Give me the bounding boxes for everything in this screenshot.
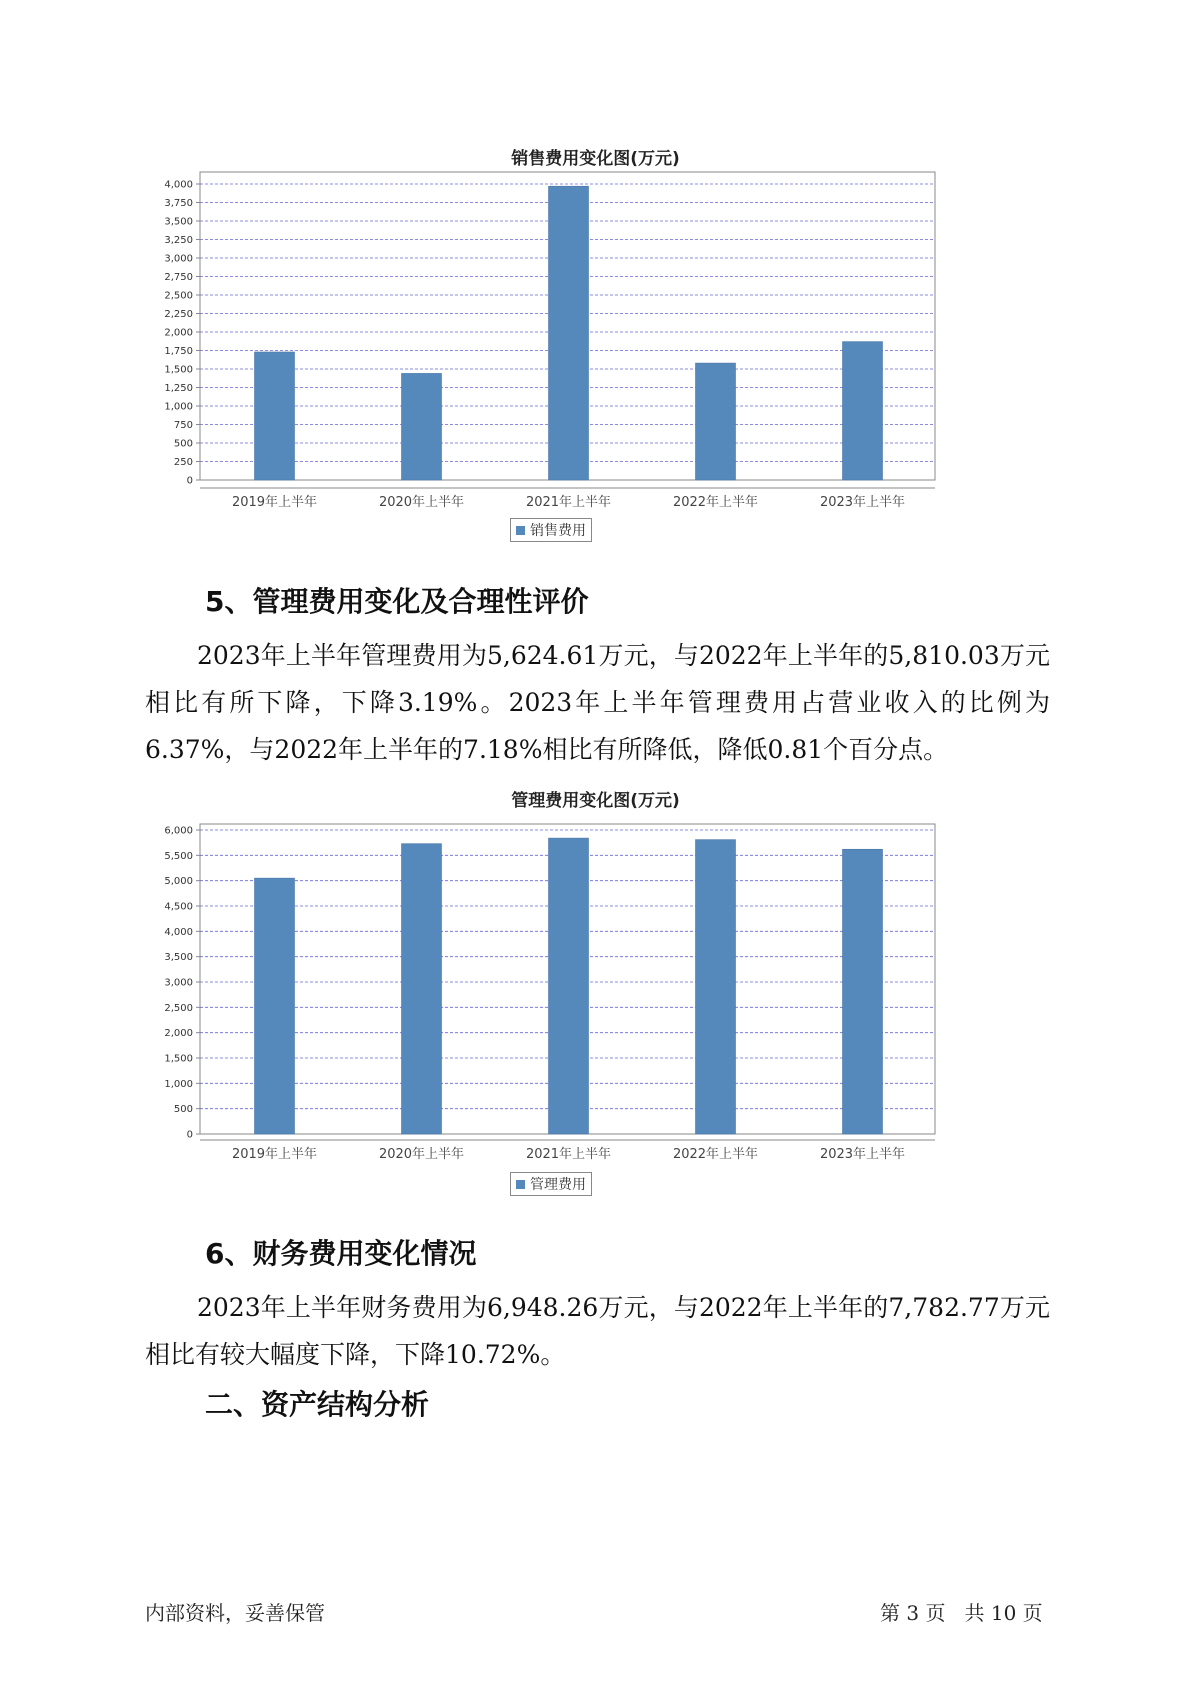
y-tick-label: 1,000 — [164, 401, 193, 413]
y-tick-label: 2,250 — [164, 309, 193, 320]
y-tick-label: 0 — [186, 1129, 193, 1141]
y-tick-label: 6,000 — [164, 825, 193, 837]
sales-chart-title: 销售费用变化图(万元) — [511, 149, 680, 169]
y-tick-label: 500 — [173, 1104, 193, 1116]
x-category-label: 2021年上半年 — [525, 1147, 612, 1162]
y-tick-label: 1,750 — [164, 346, 193, 357]
y-tick-label: 3,500 — [164, 952, 193, 964]
y-tick-label: 4,000 — [164, 179, 193, 191]
y-tick-label: 3,500 — [164, 216, 193, 228]
y-tick-label: 2,000 — [164, 327, 193, 339]
bar — [549, 186, 589, 480]
section-5-paragraph: 2023年上半年管理费用为5,624.61万元，与2022年上半年的5,810.03万元相比有所下降，下降3.19%。2023年上半年管理费用占营业收入的比例为6.37%，与2022年上半年的7.18%相比有所降低，降低0.81个百分点。 — [145, 641, 1050, 764]
y-tick-label: 0 — [186, 475, 193, 487]
y-tick-label: 5,500 — [164, 850, 193, 862]
x-category-label: 2022年上半年 — [672, 1147, 759, 1162]
x-category-label: 2019年上半年 — [231, 1147, 318, 1162]
admin-legend-label: 管理费用 — [530, 1177, 586, 1193]
section-6-heading: 6、财务费用变化情况 — [205, 1237, 477, 1270]
bar — [255, 878, 295, 1134]
sales-expense-chart — [0, 170, 1191, 570]
y-tick-label: 2,750 — [164, 272, 193, 283]
legend-swatch — [516, 1180, 525, 1189]
y-tick-label: 2,500 — [164, 290, 193, 302]
y-tick-label: 4,000 — [164, 926, 193, 938]
y-tick-label: 3,000 — [164, 977, 193, 989]
bar — [843, 849, 883, 1134]
footer-page-number: 第 3 页 共 10 页 — [880, 1601, 1043, 1625]
bar — [255, 352, 295, 480]
footer-confidential-note: 内部资料，妥善保管 — [145, 1601, 325, 1625]
y-tick-label: 3,000 — [164, 253, 193, 265]
legend-swatch — [516, 526, 525, 535]
y-tick-label: 3,250 — [164, 235, 193, 246]
x-category-label: 2023年上半年 — [819, 495, 906, 510]
y-tick-label: 2,000 — [164, 1028, 193, 1040]
bar — [549, 838, 589, 1134]
bar — [402, 844, 442, 1134]
y-tick-label: 1,500 — [164, 364, 193, 376]
x-category-label: 2021年上半年 — [525, 495, 612, 510]
y-tick-label: 1,250 — [164, 383, 193, 394]
admin-chart-legend — [510, 1172, 592, 1196]
y-tick-label: 1,000 — [164, 1078, 193, 1090]
section-6-paragraph: 2023年上半年财务费用为6,948.26万元，与2022年上半年的7,782.77万元相比有较大幅度下降，下降10.72%。 — [145, 1293, 1050, 1369]
bar — [696, 840, 736, 1134]
admin-expense-chart — [0, 812, 1191, 1212]
x-category-label: 2019年上半年 — [231, 495, 318, 510]
y-tick-label: 3,750 — [164, 198, 193, 209]
x-category-label: 2023年上半年 — [819, 1147, 906, 1162]
bar — [843, 342, 883, 480]
section-5-heading: 5、管理费用变化及合理性评价 — [205, 585, 589, 618]
sales-legend-label: 销售费用 — [530, 523, 586, 539]
y-tick-label: 1,500 — [164, 1053, 193, 1065]
admin-chart-title: 管理费用变化图(万元) — [511, 791, 680, 811]
y-tick-label: 2,500 — [164, 1002, 193, 1014]
bar — [696, 363, 736, 480]
y-tick-label: 4,500 — [164, 901, 193, 913]
bar — [402, 373, 442, 480]
x-category-label: 2020年上半年 — [378, 495, 465, 510]
y-tick-label: 500 — [173, 438, 193, 450]
y-tick-label: 250 — [173, 457, 193, 468]
y-tick-label: 750 — [173, 420, 193, 431]
y-tick-label: 5,000 — [164, 876, 193, 888]
sales-chart-legend — [510, 518, 592, 542]
x-category-label: 2020年上半年 — [378, 1147, 465, 1162]
section-asset-structure-heading: 二、资产结构分析 — [205, 1388, 430, 1421]
x-category-label: 2022年上半年 — [672, 495, 759, 510]
